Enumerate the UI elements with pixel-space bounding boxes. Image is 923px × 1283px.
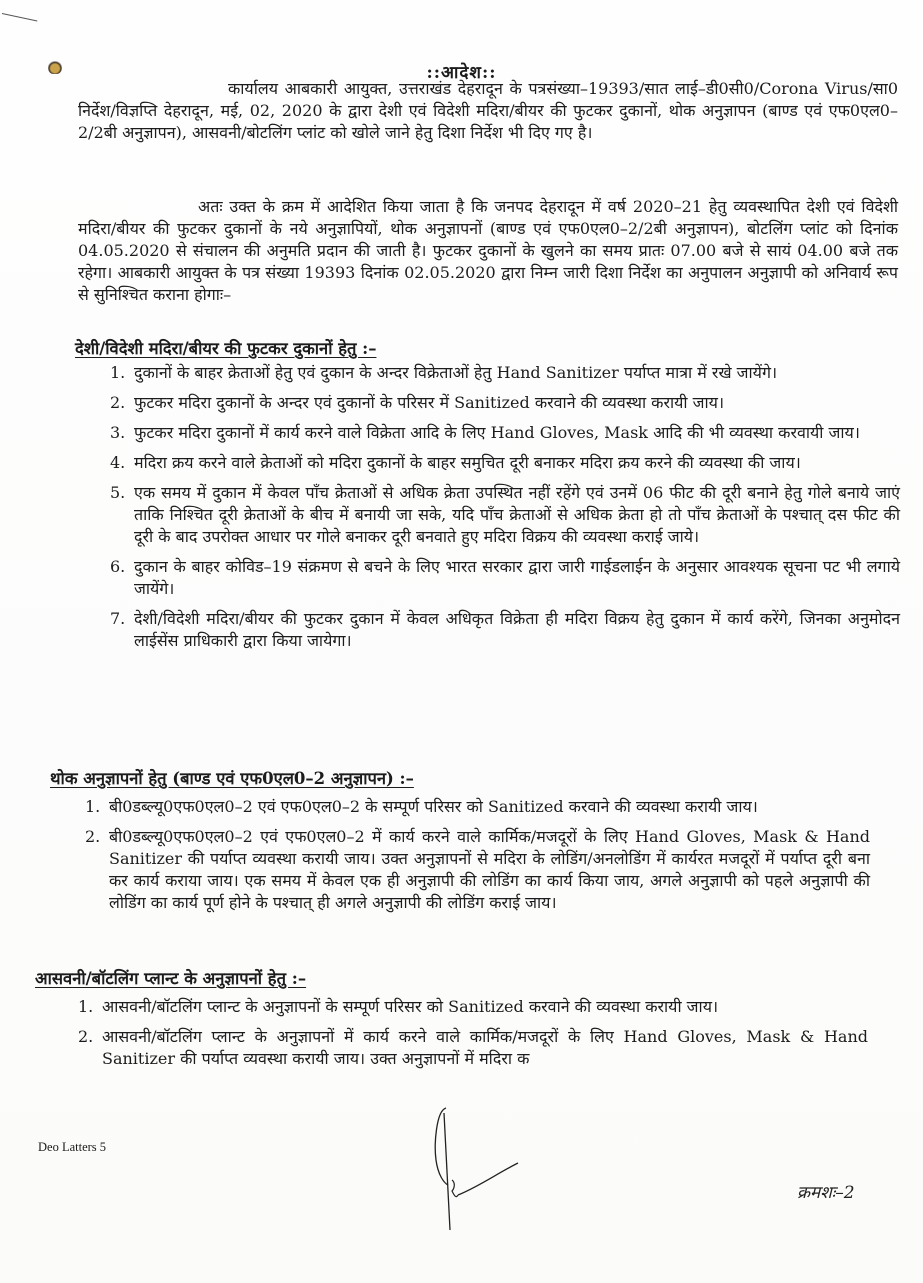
- intro-paragraph: कार्यालय आबकारी आयुक्त, उत्तराखंड देहरादून के पत्रसंख्या–19393/सात लाई–डी0सी0/Corona Virus/सा0 निर्देश/विज्ञप्ति देहरादून, मई, 02, 2020 के द्वारा देशी एवं विदेशी मदिरा/बीयर की फुटकर दुकानों, थोक अनुज्ञापन (बाण्ड एवं एफ0एल0–2/2बी अनुज्ञापन), आसवनी/बोटलिंग प्लांट को खोले जाने हेतु दिशा निर्देश भी दिए गए है।: [78, 79, 898, 142]
- document-title: ::आदेश::: [426, 63, 497, 83]
- list-item: 4. मदिरा क्रय करने वाले क्रेताओं को मदिरा दुकानों के बाहर समुचित दूरी बनाकर मदिरा क्रय करने की व्यवस्था की जाय।: [110, 453, 801, 472]
- distillery-list: [78, 996, 868, 1078]
- footer-file-note: Deo Latters 5: [38, 1140, 107, 1154]
- list-item: 2. आसवनी/बॉटलिंग प्लान्ट के अनुज्ञापनों में कार्य करने वाले कार्मिक/मजदूरों के लिए Hand Gloves, Mask & Hand Sanitizer की पर्याप्त व्यवस्था करायी जाय। उक्त अनुज्ञापनों में मदिरा क: [78, 1027, 868, 1068]
- continued-page-marker: क्रमशः–2: [797, 1183, 855, 1203]
- section-heading-retail-shops: देशी/विदेशी मदिरा/बीयर की फुटकर दुकानों हेतु :–: [75, 339, 377, 358]
- scan-artifact-line: [2, 13, 37, 21]
- list-item: 3. फुटकर मदिरा दुकानों में कार्य करने वाले विक्रेता आदि के लिए Hand Gloves, Mask आदि की भी व्यवस्था करवायी जाय।: [110, 423, 860, 442]
- order-paragraph: अतः उक्त के क्रम में आदेशित किया जाता है कि जनपद देहरादून में वर्ष 2020–21 हेतु व्यवस्थापित देशी एवं विदेशी मदिरा/बीयर की फुटकर दुकानों के नये अनुज्ञापियों, थोक अनुज्ञापनों (बाण्ड एवं एफ0एल0–2/2बी अनुज्ञापन), बोटलिंग प्लांट को दिनांक 04.05.2020 से संचालन की अनुमति प्रदान की जाती है। फुटकर दुकानों के खुलने का समय प्रातः 07.00 बजे से सायं 04.00 बजे तक रहेगा। आबकारी आयुक्त के पत्र संख्या 19393 दिनांक 02.05.2020 द्वारा निम्न जारी दिशा निर्देश का अनुपालन अनुज्ञापी को अनिवार्य रूप से सुनिश्चित कराना होगाः–: [78, 197, 898, 304]
- list-item: 6. दुकान के बाहर कोविड–19 संक्रमण से बचने के लिए भारत सरकार द्वारा जारी गाईडलाईन के अनुसार आवश्यक सूचना पट भी लगाये जायेंगे।: [110, 557, 900, 598]
- retail-shops-list: [110, 362, 900, 660]
- section-heading-wholesale: थोक अनुज्ञापनों हेतु (बाण्ड एवं एफ0एल0–2 अनुज्ञापन) :–: [50, 769, 414, 788]
- section-heading-distillery: आसवनी/बॉटलिंग प्लान्ट के अनुज्ञापनों हेतु :–: [35, 969, 307, 988]
- list-item: 2. बी0डब्ल्यू0एफ0एल0–2 एवं एफ0एल0–2 में कार्य करने वाले कार्मिक/मजदूरों के लिए Hand Gloves, Mask & Hand Sanitizer की पर्याप्त व्यवस्था करायी जाय। उक्त अनुज्ञापनों से मदिरा के लोडिंग/अनलोडिंग में कार्यरत मजदूरों में पर्याप्त दूरी बना कर कार्य कराया जाय। एक समय में केवल एक ही अनुज्ञापी की लोडिंग का कार्य किया जाय, अगले अनुज्ञापी को पहले अनुज्ञापी की लोडिंग का कार्य पूर्ण होने के पश्चात् ही अगले अनुज्ञापी की लोडिंग कराई जाय।: [85, 827, 870, 912]
- wholesale-list: [85, 796, 870, 922]
- list-item: 7. देशी/विदेशी मदिरा/बीयर की फुटकर दुकान में केवल अधिकृत विक्रेता ही मदिरा विक्रय हेतु दुकान में कार्य करेंगे, जिनका अनुमोदन लाईसेंस प्राधिकारी द्वारा किया जायेगा।: [110, 609, 900, 650]
- list-item: 1. आसवनी/बॉटलिंग प्लान्ट के अनुज्ञापनों के सम्पूर्ण परिसर को Sanitized करवाने की व्यवस्था करायी जाय।: [78, 997, 719, 1016]
- signature-icon: [418, 1105, 548, 1235]
- list-item: 5. एक समय में दुकान में केवल पाँच क्रेताओं से अधिक क्रेता उपस्थित नहीं रहेंगे एवं उनमें 06 फीट की दूरी बनाने हेतु गोले बनाये जाएं ताकि निश्चित दूरी क्रेताओं के बीच में बनायी जा सके, यदि पाँच क्रेताओं से अधिक क्रेता हो तो पाँच क्रेताओं के पश्चात् दस फीट की दूरी के बाद उपरोक्त आधार पर गोले बनाकर दूरी बनवाते हुए मदिरा विक्रय की व्यवस्था कराई जाये।: [110, 483, 900, 546]
- list-item: 2. फुटकर मदिरा दुकानों के अन्दर एवं दुकानों के परिसर में Sanitized करवाने की व्यवस्था करायी जाय।: [110, 393, 725, 412]
- list-item: 1. बी0डब्ल्यू0एफ0एल0–2 एवं एफ0एल0–2 के सम्पूर्ण परिसर को Sanitized करवाने की व्यवस्था करायी जाय।: [85, 797, 758, 816]
- list-item: 1. दुकानों के बाहर क्रेताओं हेतु एवं दुकान के अन्दर विक्रेताओं हेतु Hand Sanitizer पर्याप्त मात्रा में रखे जायेंगे।: [110, 363, 778, 382]
